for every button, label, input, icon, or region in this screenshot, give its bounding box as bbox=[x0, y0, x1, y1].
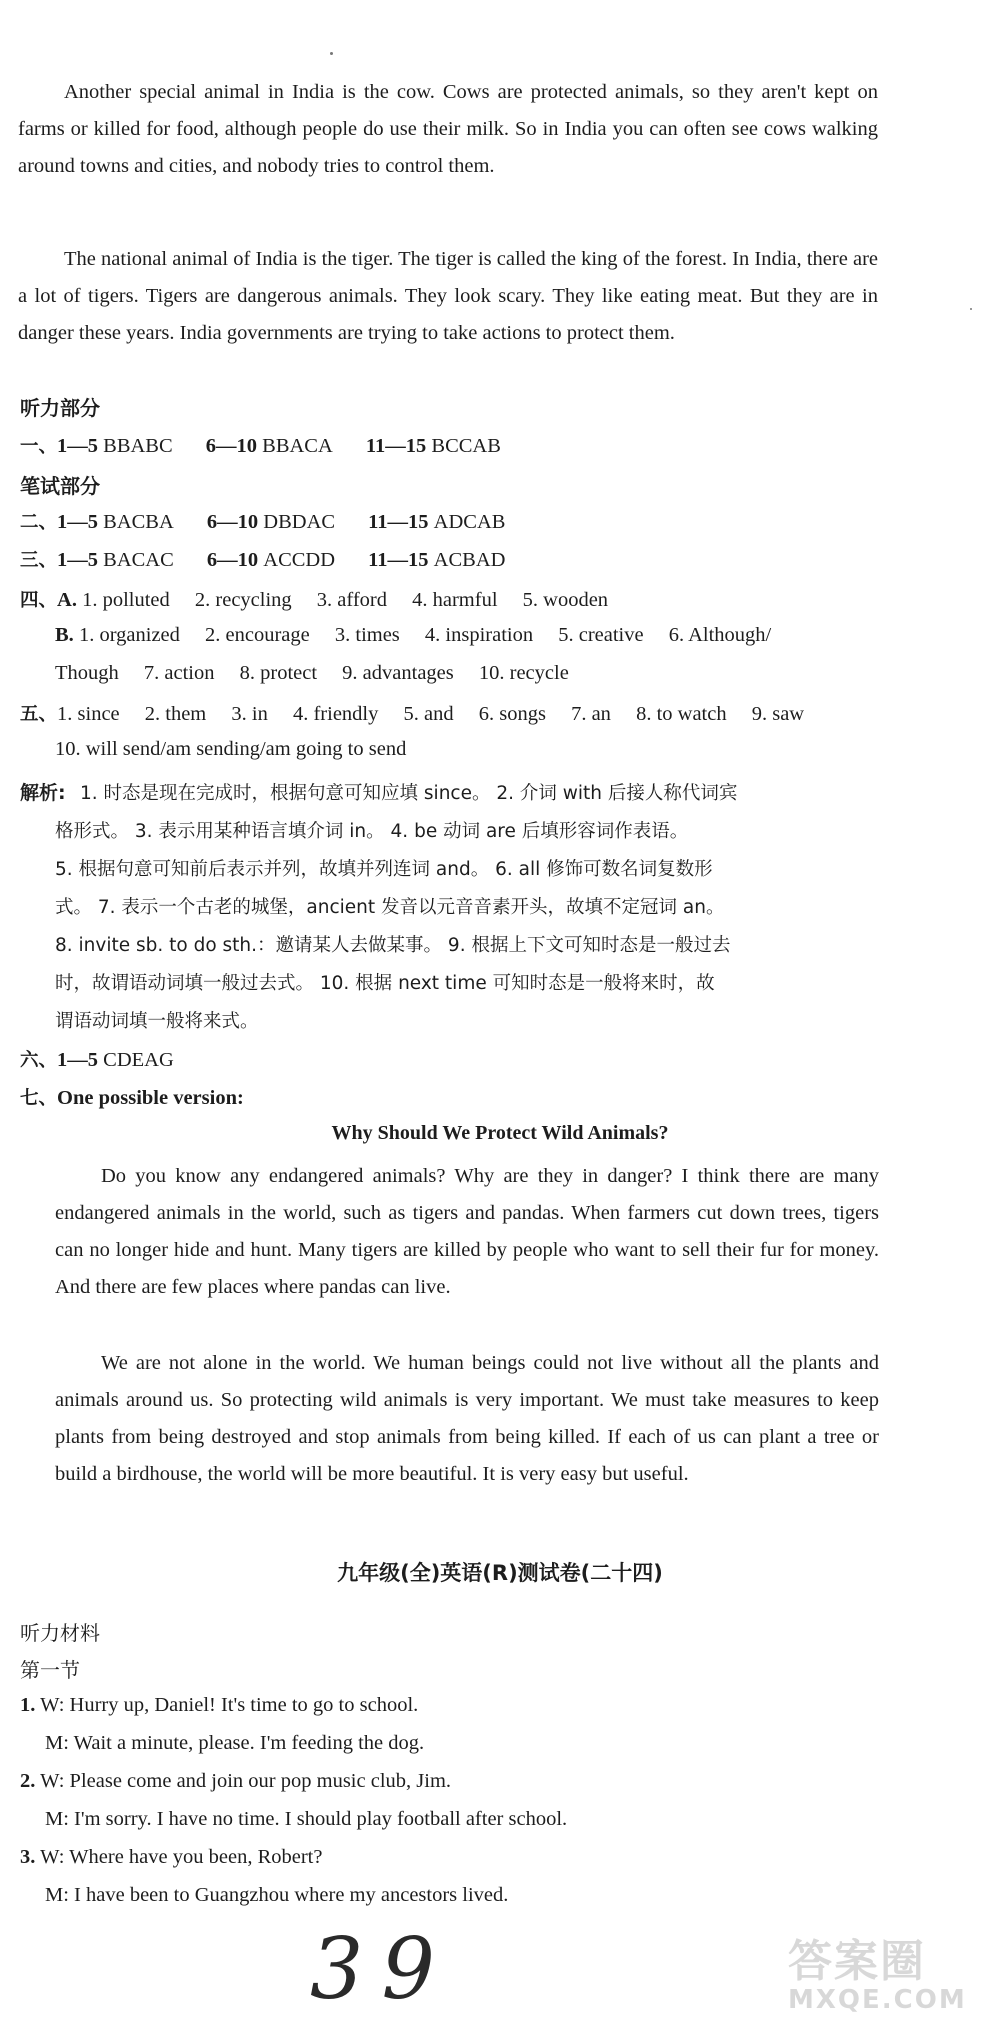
dialogue-1-m: M: Wait a minute, please. I'm feeding the dog. bbox=[45, 1732, 425, 1754]
answer-item: 5. wooden bbox=[522, 589, 609, 611]
answer-item: 3. in bbox=[231, 703, 268, 725]
answer-item: 4. inspiration bbox=[424, 624, 534, 646]
analysis-line: 5. 根据句意可知前后表示并列，故填并列连词 and。 6. all 修饰可数名词复数形 bbox=[55, 859, 713, 880]
answer-range: 1—5 bbox=[57, 1049, 99, 1071]
answer-item: 1. polluted bbox=[82, 589, 170, 611]
section-4b-answers-line-1 bbox=[55, 624, 771, 647]
answer-group: BACBA bbox=[103, 511, 174, 533]
part-label: A. bbox=[57, 589, 77, 611]
section-number: 六、 bbox=[20, 1050, 58, 1071]
dialogue-3-m: M: I have been to Guangzhou where my ancestors lived. bbox=[45, 1884, 509, 1906]
answer-item: 8. protect bbox=[239, 662, 318, 684]
watermark-text: 答案圈 bbox=[788, 1936, 926, 1987]
section-number: 一、 bbox=[20, 436, 58, 457]
dialogue-2-w bbox=[20, 1770, 451, 1793]
test-title: 九年级(全)英语(R)测试卷(二十四) bbox=[337, 1561, 663, 1585]
answer-group: BBABC bbox=[103, 435, 173, 457]
answer-range: 11—15 bbox=[368, 511, 429, 533]
listening-material-heading: 听力材料 bbox=[20, 1621, 100, 1645]
answer-item: 10. will send/am sending/am going to send bbox=[55, 738, 407, 760]
essay-title: Why Should We Protect Wild Animals? bbox=[331, 1122, 669, 1144]
part-label: B. bbox=[55, 624, 74, 646]
scan-speck bbox=[970, 308, 972, 310]
dialogue-line: W: Please come and join our pop music club, Jim. bbox=[40, 1770, 452, 1792]
dialogue-line: W: Where have you been, Robert? bbox=[40, 1846, 323, 1868]
section-2-answers bbox=[20, 508, 505, 534]
watermark-logo bbox=[788, 1925, 967, 2015]
answer-item: 10. recycle bbox=[478, 662, 569, 684]
answer-group: BCCAB bbox=[431, 435, 501, 457]
answer-item: 4. friendly bbox=[292, 703, 379, 725]
analysis-line: 1. 时态是现在完成时，根据句意可知应填 since。 2. 介词 with 后接人称代词宾 bbox=[80, 783, 738, 804]
passage-paragraph-1: Another special animal in India is the cow. Cows are protected animals, so they aren't kept on farms or killed for food, although people do use their milk. So in India you can often see cows walking around towns and cities, and nobody tries to control them. bbox=[18, 81, 878, 177]
section-number: 七、 bbox=[20, 1088, 58, 1109]
answer-group: BBACA bbox=[262, 435, 333, 457]
answer-group: CDEAG bbox=[103, 1049, 174, 1071]
section-4b-answers-line-2 bbox=[55, 662, 569, 685]
section-7-heading bbox=[20, 1084, 244, 1110]
section-4a-answers bbox=[20, 586, 628, 612]
answer-item: 9. saw bbox=[751, 703, 805, 725]
essay-paragraph-2: We are not alone in the world. We human beings could not live without all the plants and animals around us. So protecting wild animals is very important. We must take measures to keep plants from being destroyed and stop animals from being killed. If each of us can plant a tree or build a birdhouse, the world will be more beautiful. It is very easy but useful. bbox=[55, 1352, 879, 1485]
dialogue-number: 3. bbox=[20, 1846, 36, 1868]
answer-item: 9. advantages bbox=[342, 662, 454, 684]
scan-speck bbox=[330, 52, 333, 55]
answer-range: 1—5 bbox=[57, 549, 99, 571]
analysis-line: 时，故谓语动词填一般过去式。 10. 根据 next time 可知时态是一般将来时，故 bbox=[55, 973, 715, 994]
answer-item: 5. creative bbox=[558, 624, 644, 646]
dialogue-number: 2. bbox=[20, 1770, 36, 1792]
answer-group: DBDAC bbox=[263, 511, 336, 533]
dialogue-line: W: Hurry up, Daniel! It's time to go to school. bbox=[40, 1694, 419, 1716]
answer-item: 8. to watch bbox=[636, 703, 727, 725]
answer-range: 6—10 bbox=[206, 511, 259, 533]
answer-item: 3. times bbox=[334, 624, 400, 646]
analysis-label: 解析: bbox=[20, 782, 66, 804]
answer-item: 2. encourage bbox=[205, 624, 310, 646]
dialogue-1-w bbox=[20, 1694, 418, 1717]
section-5-answers-line-2 bbox=[55, 738, 406, 761]
answer-item: Though bbox=[55, 662, 119, 684]
analysis-line: 式。 7. 表示一个古老的城堡，ancient 发音以元音音素开头，故填不定冠词 an。 bbox=[55, 897, 725, 918]
section-1-answers bbox=[20, 432, 501, 458]
answer-item: 5. and bbox=[403, 703, 454, 725]
part-heading: 第一节 bbox=[20, 1658, 80, 1682]
answer-item: 3. afford bbox=[316, 589, 387, 611]
answer-range: 11—15 bbox=[368, 549, 429, 571]
answer-item: 1. since bbox=[57, 703, 120, 725]
answer-group: ACCDD bbox=[263, 549, 336, 571]
dialogue-3-w bbox=[20, 1846, 322, 1869]
answer-range: 1—5 bbox=[57, 511, 99, 533]
answer-group: BACAC bbox=[103, 549, 174, 571]
answer-item: 7. action bbox=[143, 662, 215, 684]
dialogue-number: 1. bbox=[20, 1694, 36, 1716]
listening-heading: 听力部分 bbox=[20, 396, 100, 420]
section-number: 四、 bbox=[20, 590, 58, 611]
answer-item: 6. songs bbox=[478, 703, 546, 725]
section-number: 二、 bbox=[20, 512, 58, 533]
dialogue-2-m: M: I'm sorry. I have no time. I should play football after school. bbox=[45, 1808, 568, 1830]
watermark-url: MXQE.COM bbox=[788, 1985, 967, 2015]
written-heading: 笔试部分 bbox=[20, 474, 100, 498]
answer-item: 6. Although/ bbox=[668, 624, 772, 646]
answer-group: ADCAB bbox=[433, 511, 506, 533]
analysis-line: 谓语动词填一般将来式。 bbox=[55, 1011, 259, 1032]
answer-range: 11—15 bbox=[365, 435, 427, 457]
passage-paragraph-2: The national animal of India is the tiger. The tiger is called the king of the forest. In India, there are a lot of tigers. Tigers are dangerous animals. They look scary. They like eating meat. But they are in danger these years. India governments are trying to take actions to protect them. bbox=[18, 248, 878, 344]
essay-paragraph-1: Do you know any endangered animals? Why are they in danger? I think there are many endangered animals in the world, such as tigers and pandas. When farmers cut down trees, tigers can no longer hide and hunt. Many tigers are killed by people who want to sell their fur for money. And there are few places where pandas can live. bbox=[55, 1165, 879, 1298]
answer-item: 2. recycling bbox=[194, 589, 292, 611]
answer-range: 6—10 bbox=[206, 549, 259, 571]
answer-range: 6—10 bbox=[205, 435, 258, 457]
answer-item: 1. organized bbox=[78, 624, 180, 646]
page-number: 39 bbox=[310, 1920, 453, 2018]
answer-group: ACBAD bbox=[433, 549, 506, 571]
version-label: One possible version: bbox=[57, 1087, 244, 1109]
answer-item: 2. them bbox=[144, 703, 207, 725]
section-5-answers-line-1 bbox=[20, 700, 804, 726]
answer-item: 7. an bbox=[571, 703, 611, 725]
answer-item: 4. harmful bbox=[412, 589, 498, 611]
section-6-answers bbox=[20, 1046, 174, 1072]
section-3-answers bbox=[20, 546, 505, 572]
answer-range: 1—5 bbox=[57, 435, 99, 457]
analysis-line: 8. invite sb. to do sth.：邀请某人去做某事。 9. 根据上下文可知时态是一般过去 bbox=[55, 935, 731, 956]
section-number: 三、 bbox=[20, 550, 58, 571]
section-number: 五、 bbox=[20, 704, 58, 725]
analysis-line: 格形式。 3. 表示用某种语言填介词 in。 4. be 动词 are 后填形容词作表语。 bbox=[55, 821, 689, 842]
